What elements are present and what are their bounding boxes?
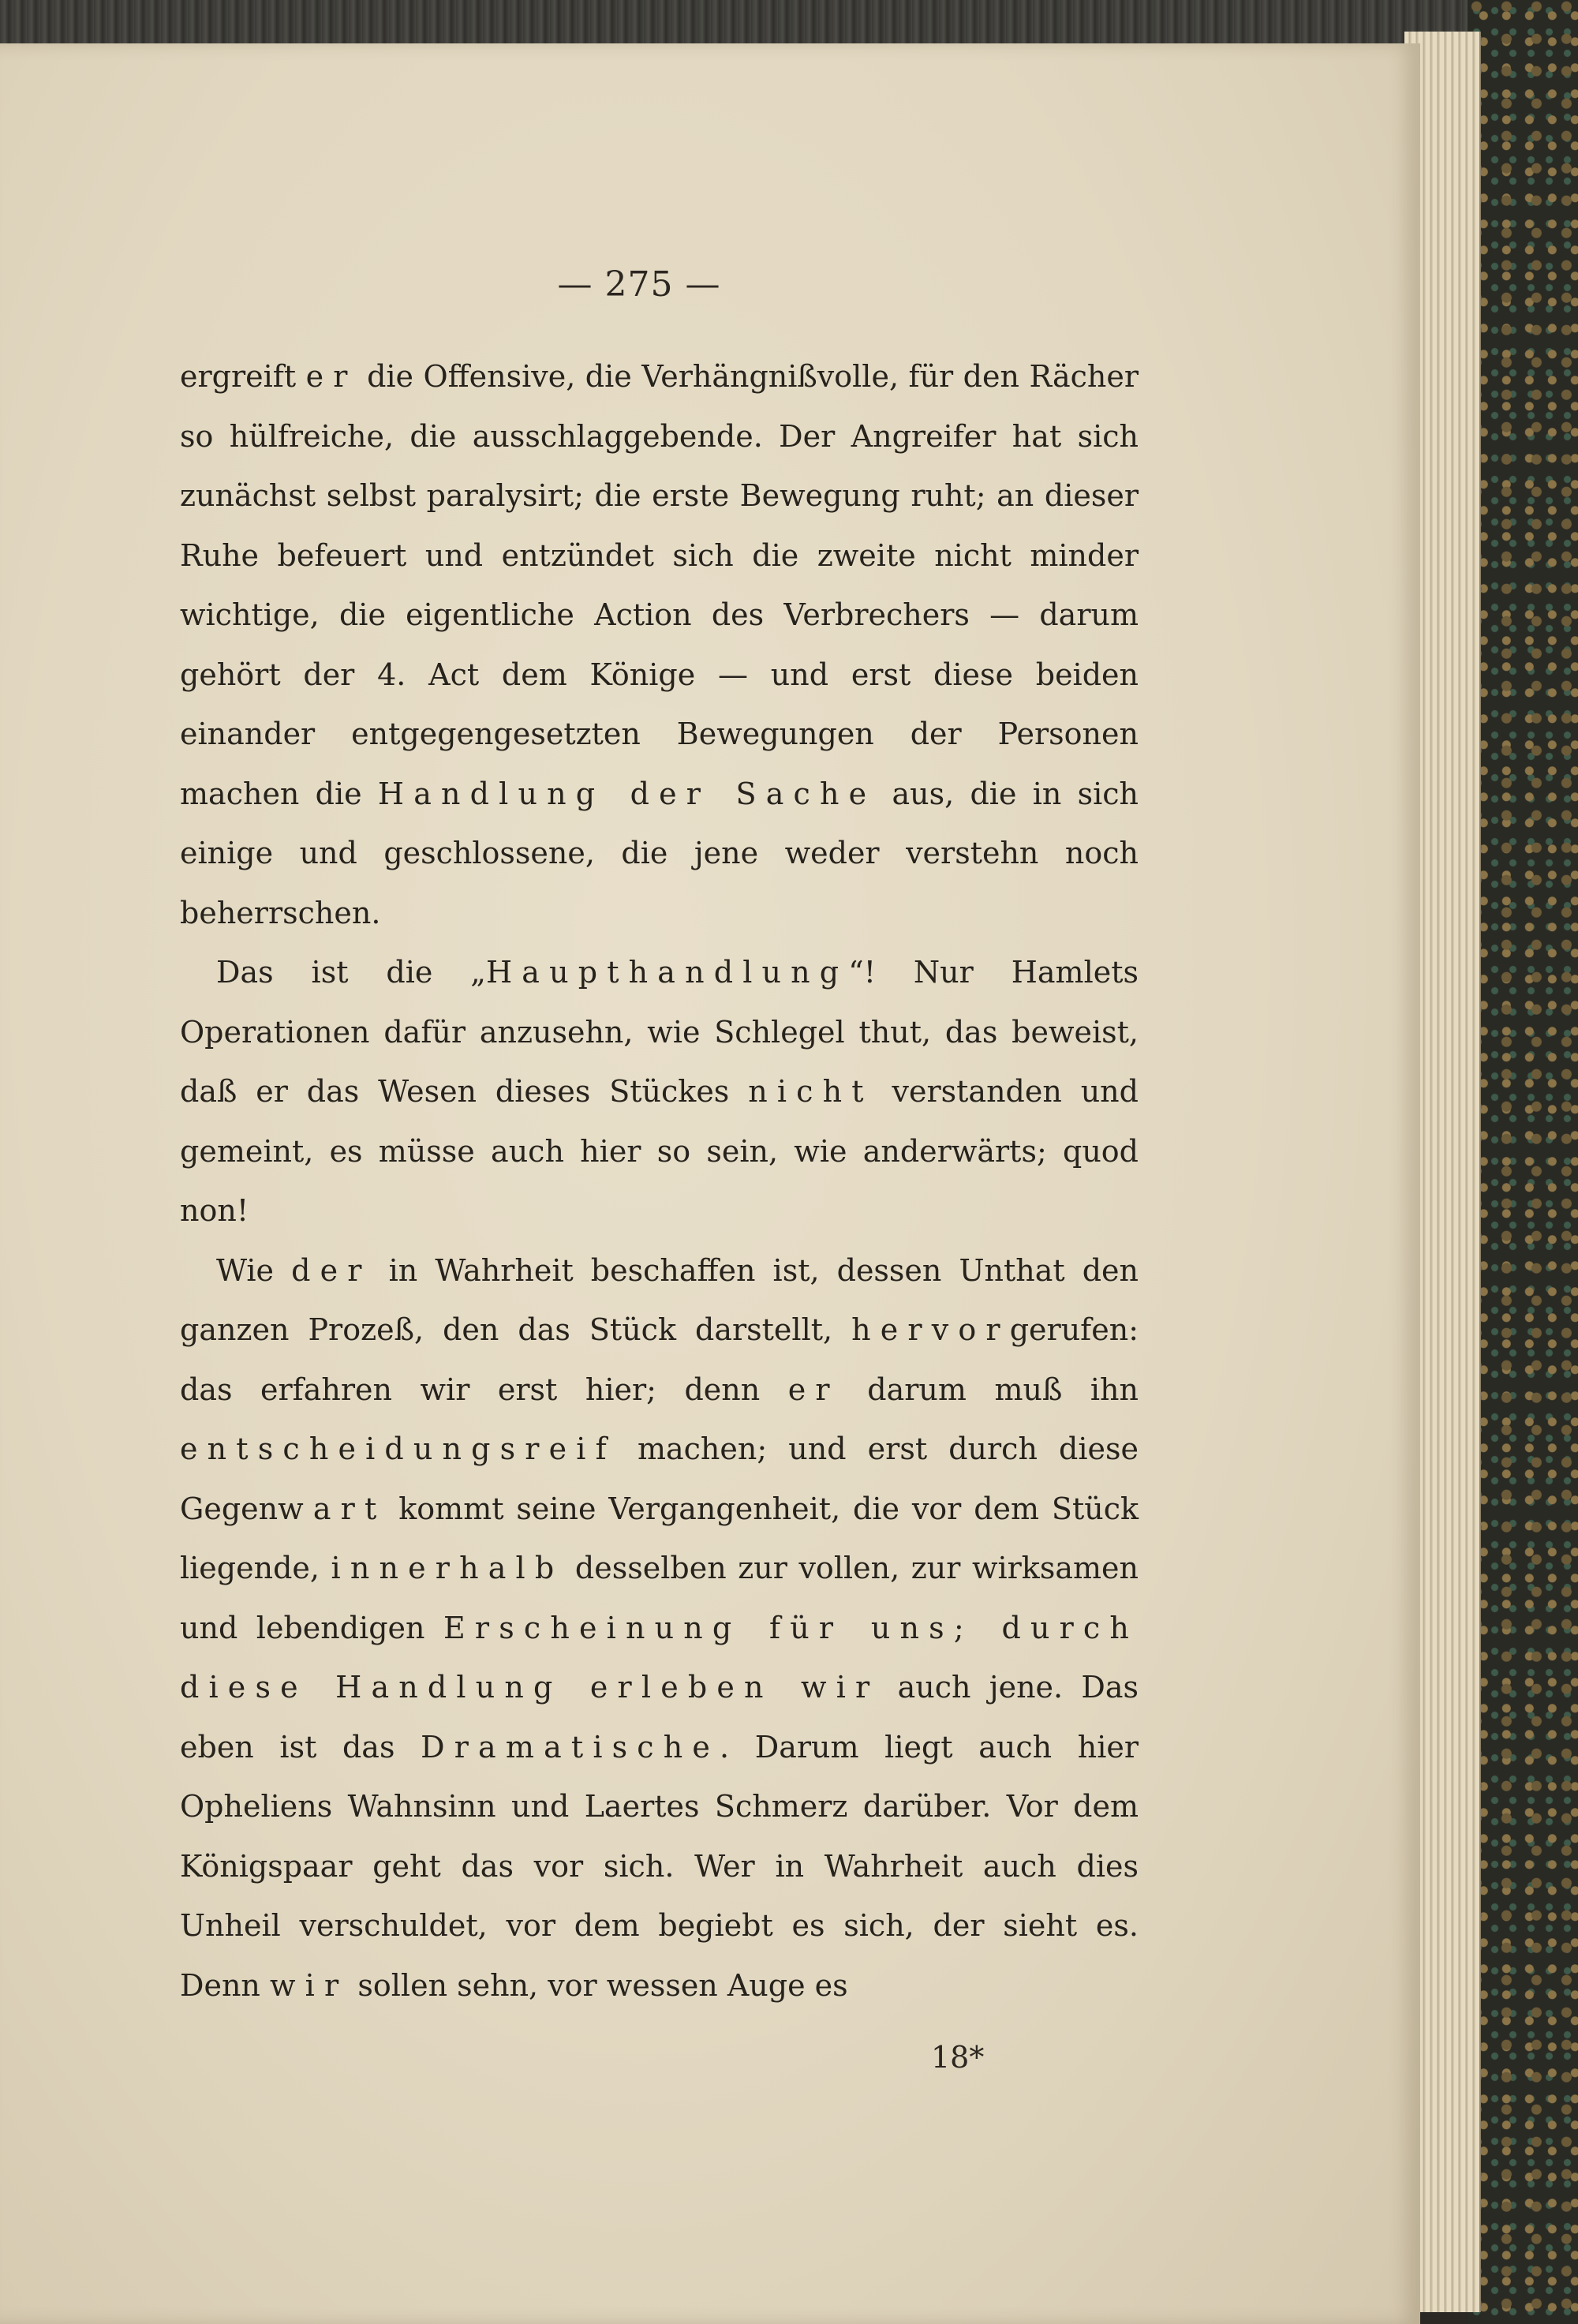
page-number: — 275 —	[557, 264, 721, 305]
text-run: “! Nur Hamlets Operationen dafür anzusehn, wie Schlegel thut, das beweist, daß er das Wesen dieses Stückes	[180, 955, 1139, 1109]
spaced-emphasis-text: Handlung der Sache	[377, 776, 877, 811]
spaced-emphasis-text: Erscheinung für uns; durch diese Handlung erleben wir	[180, 1610, 1139, 1705]
spaced-emphasis-text: Haupthandlung	[486, 955, 849, 990]
paragraph	[180, 943, 1139, 1241]
text-run: in Wahrheit beschaffen ist, dessen Unthat den ganzen Prozeß, den das Stück darstellt,	[180, 1252, 1139, 1347]
text-run: auch jene. Das eben ist das	[180, 1670, 1139, 1765]
paragraph	[180, 347, 1139, 943]
signature-mark: 18*	[931, 2040, 985, 2075]
text-run: verstanden und gemeint, es müsse auch hier so sein, wie anderwärts; quod non!	[180, 1074, 1139, 1228]
paragraph	[180, 1241, 1139, 2016]
spaced-emphasis-text: entscheidungsreif	[180, 1431, 616, 1466]
spaced-emphasis-text: er	[305, 359, 357, 394]
text-run: desselben zur vollen, zur wirksamen und lebendigen	[180, 1551, 1139, 1645]
spaced-emphasis-text: hervor	[851, 1312, 1010, 1347]
text-run: die Offensive, die Verhängnißvolle, für den Rächer so hülfreiche, die ausschlaggebende. Der Angreifer hat sich zunächst selbst paralysirt; die erste Bewegung ruht; an dieser Ruhe befeuert und entzündet sich die zweite nicht minder wichtige, die eigentliche Action des Verbrechers — darum gehört der 4. Act dem Könige — und erst diese beiden einander entgegengesetzten Bewegungen der Personen machen die	[180, 359, 1139, 811]
spaced-emphasis-text: nicht	[748, 1074, 873, 1109]
spaced-emphasis-text: Dramatische	[421, 1729, 720, 1765]
text-run: Wie	[216, 1252, 292, 1288]
marbled-cover-edge	[1468, 0, 1578, 2324]
text-run: Das ist die „	[216, 955, 486, 990]
spaced-emphasis-text: wart	[278, 1491, 387, 1526]
text-run: gerufen: das erfahren wir erst hier; denn	[180, 1312, 1139, 1407]
spaced-emphasis-text: der	[291, 1252, 372, 1288]
text-run: darum muß ihn	[839, 1372, 1139, 1407]
text-run: . Darum liegt auch hier Opheliens Wahnsinn und Laertes Schmerz darüber. Vor dem Königspaar geht das vor sich. Wer in Wahrheit auch dies Unheil verschuldet, vor dem begiebt es sich, der sieht es. Denn	[180, 1729, 1139, 2003]
text-run: machen; und erst durch diese Gegen	[180, 1431, 1139, 1526]
book-page	[0, 43, 1420, 2324]
spaced-emphasis-text: innerhalb	[331, 1551, 564, 1585]
spaced-emphasis-text: wir	[269, 1967, 349, 2003]
body-text	[180, 347, 1139, 2015]
text-run: sollen sehn, vor wessen Auge es	[348, 1967, 848, 2003]
text-run: ergreift	[180, 359, 306, 394]
spaced-emphasis-text: er	[787, 1372, 839, 1407]
text-run: kommt seine Vergangenheit, die vor dem Stück liegende,	[180, 1491, 1139, 1585]
text-run: aus, die in sich einige und geschlossene, die jene weder verstehn noch beherrschen.	[180, 776, 1139, 930]
